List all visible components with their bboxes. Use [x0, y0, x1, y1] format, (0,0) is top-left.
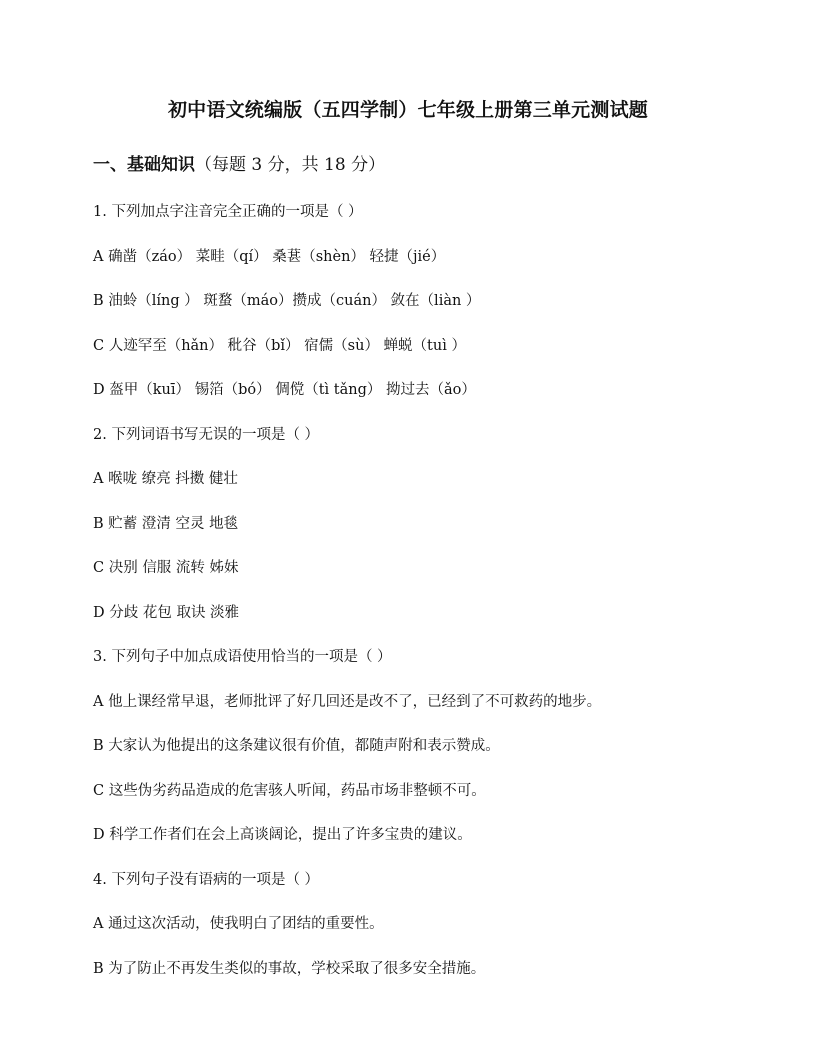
question-4-option-b: B 为了防止不再发生类似的事故，学校采取了很多安全措施。	[93, 961, 486, 977]
question-2-option-b: B 贮蓄 澄清 空灵 地毯	[93, 516, 239, 532]
question-1: 1. 下列加点字注音完全正确的一项是（ ）	[93, 204, 363, 220]
page-title: 初中语文统编版（五四学制）七年级上册第三单元测试题	[167, 99, 648, 121]
question-4-option-a: A 通过这次活动，使我明白了团结的重要性。	[93, 916, 384, 932]
question-3-option-d: D 科学工作者们在会上高谈阔论，提出了许多宝贵的建议。	[93, 827, 472, 843]
question-3-option-a: A 他上课经常早退，老师批评了好几回还是改不了，已经到了不可救药的地步。	[93, 694, 602, 710]
question-1-option-d: D 盔甲（kuī） 锡箔（bó） 倜傥（tì tǎng） 拗过去（ǎo）	[93, 382, 476, 398]
question-2: 2. 下列词语书写无误的一项是（ ）	[93, 427, 320, 443]
question-3-option-b: B 大家认为他提出的这条建议很有价值，都随声附和表示赞成。	[93, 738, 500, 754]
question-3: 3. 下列句子中加点成语使用恰当的一项是（ ）	[93, 649, 392, 665]
question-1-option-a: A 确凿（záo） 菜畦（qí） 桑葚（shèn） 轻捷（jié）	[93, 249, 446, 265]
question-3-option-c: C 这些伪劣药品造成的危害骇人听闻，药品市场非整顿不可。	[93, 783, 486, 799]
question-2-option-c: C 决别 信服 流转 姊妹	[93, 560, 239, 576]
section-heading	[93, 150, 385, 175]
question-2-option-d: D 分歧 花包 取诀 淡雅	[93, 605, 240, 621]
question-1-option-c: C 人迹罕至（hǎn） 秕谷（bǐ） 宿儒（sù） 蝉蜕（tuì ）	[93, 338, 466, 354]
section-score-note: （每题 3 分，共 18 分）	[195, 155, 386, 175]
question-2-option-a: A 喉咙 缭亮 抖擞 健壮	[93, 471, 238, 487]
question-4: 4. 下列句子没有语病的一项是（ ）	[93, 872, 320, 888]
question-1-option-b: B 油蛉（líng ） 斑蝥（máo）攒成（cuán） 敛在（liàn ）	[93, 293, 481, 309]
section-title: 一、基础知识	[93, 155, 195, 175]
